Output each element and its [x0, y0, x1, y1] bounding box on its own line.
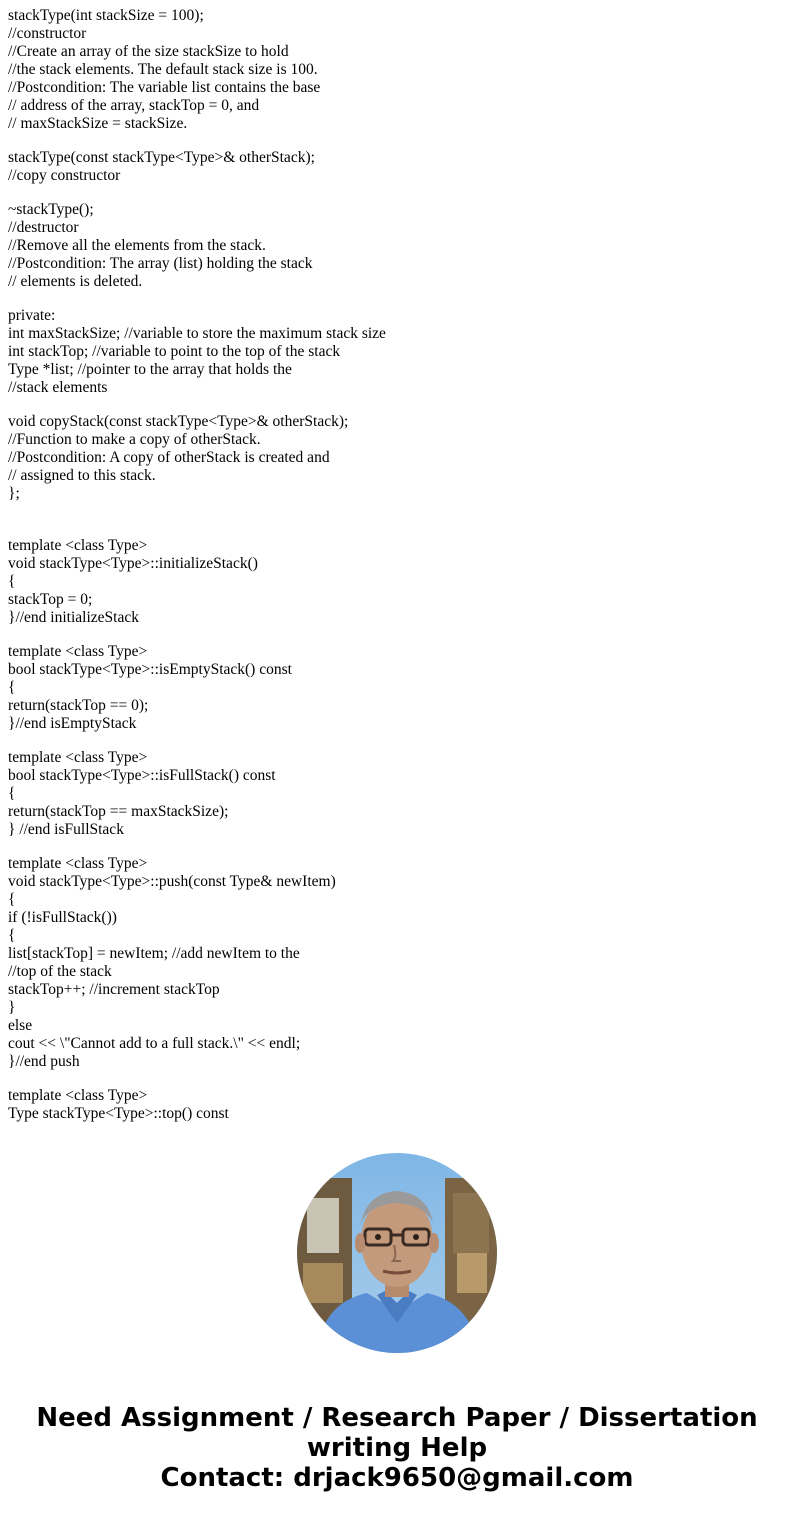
code-line: ~stackType(); — [8, 201, 94, 218]
code-line: template <class Type> — [8, 643, 148, 660]
code-block-destructor — [8, 201, 778, 291]
code-line: list[stackTop] = newItem; //add newItem to the — [8, 945, 300, 962]
code-line: }//end isEmptyStack — [8, 715, 137, 732]
code-line: // assigned to this stack. — [8, 467, 156, 484]
code-line: // elements is deleted. — [8, 273, 143, 290]
code-line: { — [8, 679, 16, 696]
code-line: stackTop++; //increment stackTop — [8, 981, 220, 998]
code-line: //Remove all the elements from the stack. — [8, 237, 266, 254]
code-line: //Create an array of the size stackSize to hold — [8, 43, 289, 60]
code-line: Type *list; //pointer to the array that holds the — [8, 361, 292, 378]
code-line: bool stackType<Type>::isEmptyStack() const — [8, 661, 292, 678]
code-block-private-members — [8, 307, 778, 397]
code-block-top — [8, 1087, 778, 1123]
code-line: //Postcondition: The array (list) holding the stack — [8, 255, 313, 272]
code-block-initialize-stack — [8, 537, 778, 627]
code-line: template <class Type> — [8, 749, 148, 766]
code-line: } //end isFullStack — [8, 821, 124, 838]
code-line: private: — [8, 307, 56, 324]
code-block-is-full-stack — [8, 749, 778, 839]
banner-line-headline: Need Assignment / Research Paper / Dissertation — [36, 1403, 758, 1433]
code-line: { — [8, 891, 16, 908]
code-line: void stackType<Type>::push(const Type& newItem) — [8, 873, 336, 890]
banner-line-subheadline: writing Help — [306, 1433, 488, 1463]
code-line: int maxStackSize; //variable to store the maximum stack size — [8, 325, 386, 342]
code-line: }; — [8, 485, 20, 502]
contact-banner — [0, 1403, 794, 1493]
code-line: }//end initializeStack — [8, 609, 139, 626]
code-line: //the stack elements. The default stack size is 100. — [8, 61, 318, 78]
code-line: if (!isFullStack()) — [8, 909, 117, 926]
code-line: //destructor — [8, 219, 79, 236]
code-line: return(stackTop == 0); — [8, 697, 149, 714]
code-line: //top of the stack — [8, 963, 112, 980]
person-portrait-icon — [297, 1153, 497, 1353]
code-block-push — [8, 855, 778, 1071]
code-line: template <class Type> — [8, 855, 148, 872]
code-line: //Function to make a copy of otherStack. — [8, 431, 261, 448]
code-line: } — [8, 999, 16, 1016]
code-line: stackType(const stackType<Type>& otherStack); — [8, 149, 315, 166]
code-line: stackTop = 0; — [8, 591, 93, 608]
code-line: //Postcondition: The variable list contains the base — [8, 79, 321, 96]
code-line: { — [8, 927, 16, 944]
code-line: void copyStack(const stackType<Type>& otherStack); — [8, 413, 349, 430]
banner-line-contact: Contact: drjack9650@gmail.com — [160, 1463, 634, 1493]
code-line: return(stackTop == maxStackSize); — [8, 803, 229, 820]
code-line: //copy constructor — [8, 167, 121, 184]
code-line: { — [8, 785, 16, 802]
code-block-copy-constructor — [8, 149, 778, 185]
code-line: void stackType<Type>::initializeStack() — [8, 555, 258, 572]
author-avatar — [297, 1153, 497, 1353]
code-block-constructor — [8, 7, 778, 133]
code-line: }//end push — [8, 1053, 80, 1070]
code-line: // address of the array, stackTop = 0, and — [8, 97, 260, 114]
code-block-copy-stack — [8, 413, 778, 503]
code-line: template <class Type> — [8, 1087, 148, 1104]
code-line: //Postcondition: A copy of otherStack is created and — [8, 449, 330, 466]
code-line: //constructor — [8, 25, 87, 42]
code-line: template <class Type> — [8, 537, 148, 554]
code-line: stackType(int stackSize = 100); — [8, 7, 204, 24]
code-line: //stack elements — [8, 379, 108, 396]
code-block-is-empty-stack — [8, 643, 778, 733]
code-listing — [8, 7, 778, 1139]
code-line: { — [8, 573, 16, 590]
code-line: else — [8, 1017, 33, 1034]
code-line: Type stackType<Type>::top() const — [8, 1105, 229, 1122]
code-line: int stackTop; //variable to point to the top of the stack — [8, 343, 341, 360]
code-line: bool stackType<Type>::isFullStack() const — [8, 767, 276, 784]
code-line: cout << \"Cannot add to a full stack.\" << endl; — [8, 1035, 301, 1052]
code-line: // maxStackSize = stackSize. — [8, 115, 188, 132]
